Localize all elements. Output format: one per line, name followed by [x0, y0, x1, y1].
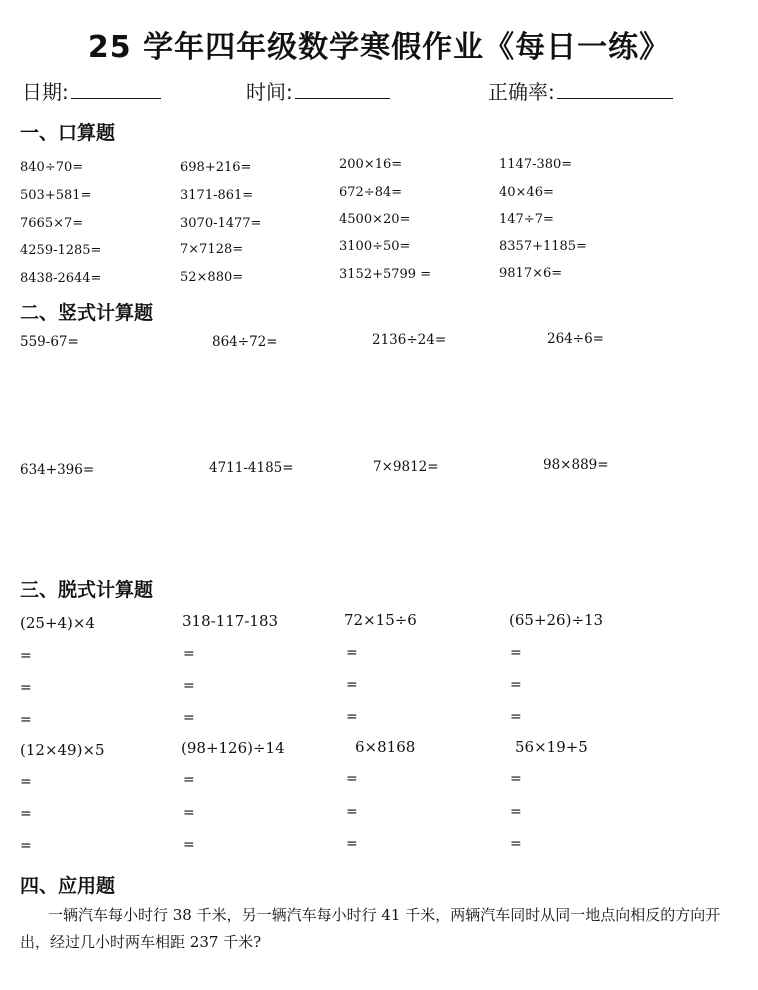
vertical-problem: 634+396= [20, 462, 95, 478]
oral-problem: 40×46= [499, 185, 554, 200]
oral-problem: 8438-2644= [20, 271, 102, 286]
accuracy-field[interactable] [488, 76, 673, 105]
section-oral-title: 一、口算题 [20, 122, 116, 144]
date-field[interactable] [22, 76, 161, 105]
oral-problem: 4500×20= [339, 212, 411, 227]
oral-problem: 7665×7= [20, 216, 84, 231]
section-vertical-title: 二、竖式计算题 [20, 302, 154, 324]
oral-problem: 9817×6= [499, 266, 563, 281]
date-label: 日期: [22, 80, 69, 104]
oral-problem: 4259-1285= [20, 243, 102, 258]
time-field[interactable] [246, 76, 390, 105]
equals-sign: = [346, 836, 358, 852]
equals-sign: = [346, 677, 358, 693]
equals-sign: = [183, 837, 195, 853]
oral-problem: 200×16= [339, 157, 403, 172]
equals-sign: = [183, 678, 195, 694]
word-problem-text: 一辆汽车每小时行 38 千米，另一辆汽车每小时行 41 千米，两辆汽车同时从同一地点向相反的方向开出，经过几小时两车相距 237 千米? [20, 906, 721, 951]
equals-sign: = [510, 804, 522, 820]
offhand-problem: (12×49)×5 [20, 741, 105, 759]
offhand-problem: 72×15÷6 [344, 611, 417, 629]
equals-sign: = [510, 771, 522, 787]
equals-sign: = [20, 712, 32, 728]
equals-sign: = [510, 645, 522, 661]
equals-sign: = [346, 804, 358, 820]
date-blank[interactable] [71, 80, 161, 99]
equals-sign: = [183, 772, 195, 788]
vertical-problem: 264÷6= [547, 331, 604, 347]
oral-problem: 3152+5799 = [339, 267, 432, 282]
accuracy-blank[interactable] [557, 80, 673, 99]
equals-sign: = [510, 677, 522, 693]
vertical-problem: 7×9812= [373, 459, 439, 475]
vertical-problem: 864÷72= [212, 334, 278, 350]
equals-sign: = [510, 709, 522, 725]
oral-problem: 52×880= [180, 270, 244, 285]
oral-problem: 840÷70= [20, 160, 84, 175]
equals-sign: = [20, 680, 32, 696]
equals-sign: = [183, 805, 195, 821]
offhand-problem: (25+4)×4 [20, 614, 96, 632]
oral-problem: 3100÷50= [339, 239, 411, 254]
equals-sign: = [20, 806, 32, 822]
offhand-problem: 6×8168 [355, 738, 416, 756]
oral-problem: 3171-861= [180, 188, 254, 203]
vertical-problem: 559-67= [20, 334, 79, 350]
vertical-problem: 4711-4185= [209, 460, 294, 476]
vertical-problem: 2136÷24= [372, 332, 447, 348]
section-offhand-title: 三、脱式计算题 [20, 579, 154, 601]
section-application-title: 四、应用题 [20, 875, 116, 897]
oral-problem: 8357+1185= [499, 239, 587, 254]
equals-sign: = [20, 774, 32, 790]
oral-problem: 672÷84= [339, 185, 403, 200]
offhand-problem: 56×19+5 [515, 738, 588, 756]
oral-problem: 3070-1477= [180, 216, 262, 231]
vertical-problem: 98×889= [543, 457, 609, 473]
accuracy-label: 正确率: [488, 80, 555, 104]
oral-problem: 503+581= [20, 188, 92, 203]
oral-problem: 698+216= [180, 160, 252, 175]
equals-sign: = [20, 648, 32, 664]
equals-sign: = [510, 836, 522, 852]
equals-sign: = [183, 646, 195, 662]
worksheet-title: 25 学年四年级数学寒假作业《每日一练》 [87, 30, 671, 65]
time-blank[interactable] [295, 80, 390, 99]
equals-sign: = [346, 709, 358, 725]
time-label: 时间: [246, 80, 293, 104]
offhand-problem: (65+26)÷13 [509, 611, 604, 629]
oral-problem: 147÷7= [499, 212, 554, 227]
oral-problem: 1147-380= [499, 157, 573, 172]
equals-sign: = [346, 645, 358, 661]
offhand-problem: 318-117-183 [182, 612, 279, 630]
offhand-problem: (98+126)÷14 [181, 739, 285, 757]
equals-sign: = [183, 710, 195, 726]
equals-sign: = [346, 771, 358, 787]
oral-problem: 7×7128= [180, 242, 244, 257]
equals-sign: = [20, 838, 32, 854]
